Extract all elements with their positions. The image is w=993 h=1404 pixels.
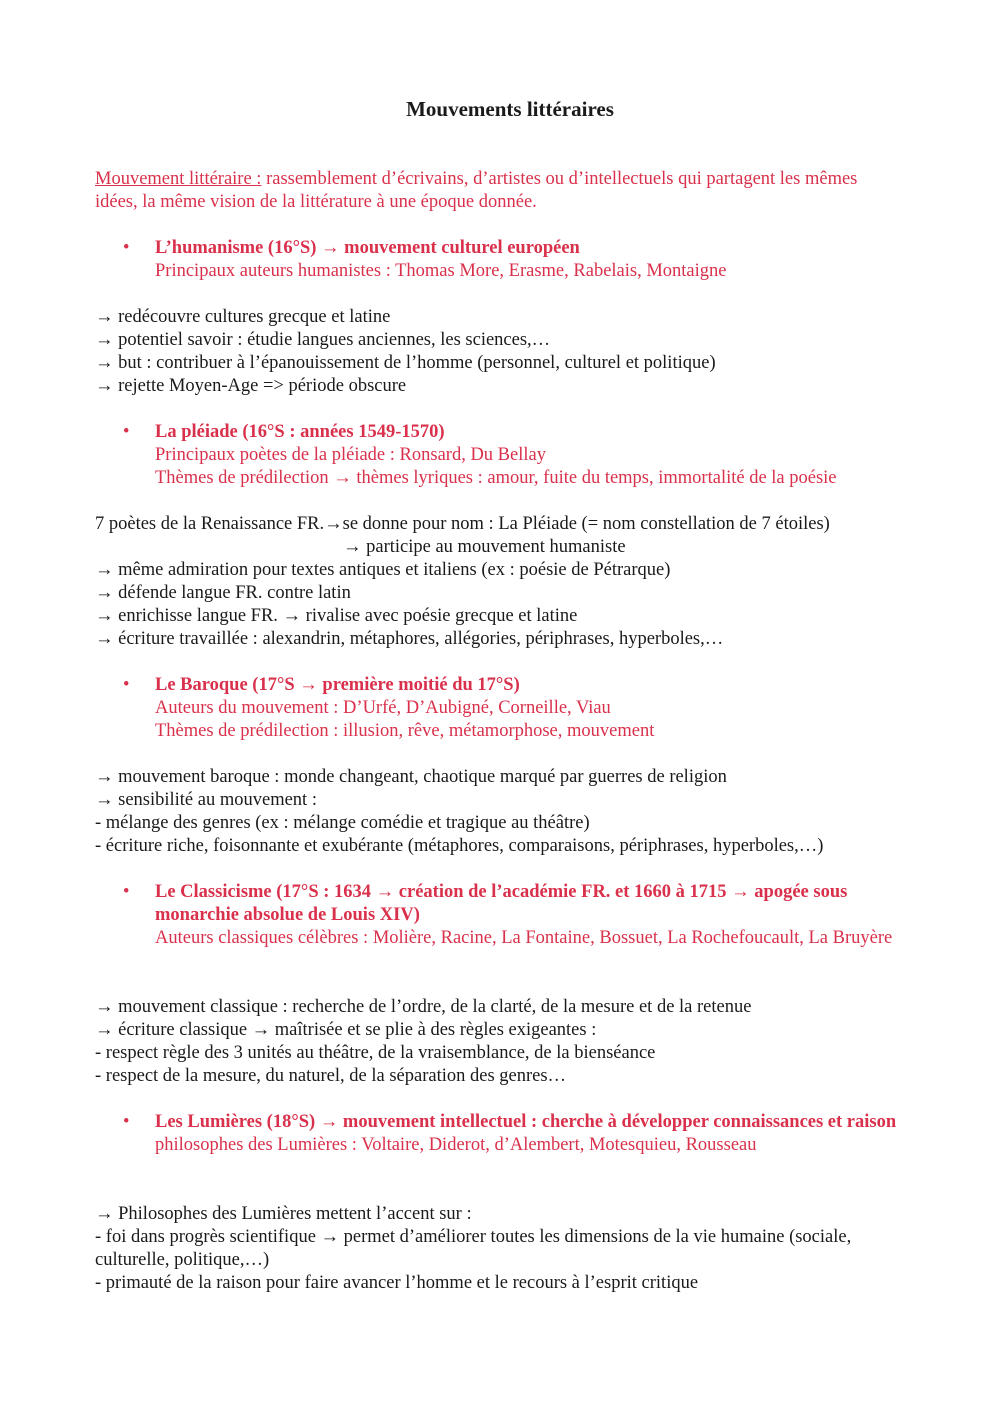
bullet-dot: • (123, 675, 130, 695)
section-title: Les Lumières (18°S) → mouvement intellectuel : cherche à développer connaissances et raison (155, 1112, 897, 1132)
section-body-pleiade (95, 513, 925, 651)
section-heading-humanisme (95, 237, 925, 283)
section-heading-lumieres (95, 1111, 925, 1157)
body-line: - écriture riche, foisonnante et exubérante (métaphores, comparaisons, périphrases, hyperboles,…) (95, 836, 824, 856)
body-line: → but : contribuer à l’épanouissement de l’homme (personnel, culturel et politique) (95, 353, 716, 373)
page-title: Mouvements littéraires (406, 97, 614, 121)
section-detail: Principaux auteurs humanistes : Thomas More, Erasme, Rabelais, Montaigne (155, 261, 727, 281)
body-line: → même admiration pour textes antiques et italiens (ex : poésie de Pétrarque) (95, 560, 671, 580)
section-title: Le Classicisme (17°S : 1634 → création de l’académie FR. et 1660 à 1715 → apogée sous monarchie absolue de Louis XIV) (155, 882, 848, 925)
section-title: Le Baroque (17°S → première moitié du 17°S) (155, 675, 520, 695)
body-line: → enrichisse langue FR. → rivalise avec poésie grecque et latine (95, 606, 578, 626)
section-detail: Thèmes de prédilection → thèmes lyriques : amour, fuite du temps, immortalité de la poésie (155, 468, 837, 488)
body-line: → défende langue FR. contre latin (95, 583, 351, 603)
section-detail: philosophes des Lumières : Voltaire, Diderot, d’Alembert, Motesquieu, Rousseau (155, 1135, 757, 1155)
bullet-dot: • (123, 1112, 130, 1132)
bullet-dot: • (123, 238, 130, 258)
body-line: → Philosophes des Lumières mettent l’accent sur : (95, 1204, 472, 1224)
body-line: - foi dans progrès scientifique → permet d’améliorer toutes les dimensions de la vie humaine (sociale, culturelle, politique,…) (95, 1227, 852, 1270)
section-body-humanisme (95, 306, 925, 398)
definition-text: rassemblement d’écrivains, d’artistes ou d’intellectuels qui partagent les mêmes idées, la même vision de la littérature à une époque donnée. (95, 169, 858, 212)
body-line: - respect règle des 3 unités au théâtre, de la vraisemblance, de la bienséance (95, 1043, 656, 1063)
bullet-dot: • (123, 422, 130, 442)
body-line: → participe au mouvement humaniste (343, 537, 626, 557)
section-body-baroque (95, 766, 925, 858)
section-heading-pleiade (95, 421, 925, 490)
section-title: La pléiade (16°S : années 1549-1570) (155, 422, 445, 442)
section-detail: Principaux poètes de la pléiade : Ronsard, Du Bellay (155, 445, 546, 465)
body-line: → potentiel savoir : étudie langues anciennes, les sciences,… (95, 330, 551, 350)
definition-paragraph (95, 168, 895, 214)
section-title: L’humanisme (16°S) → mouvement culturel européen (155, 238, 580, 258)
body-line: - mélange des genres (ex : mélange comédie et tragique au théâtre) (95, 813, 590, 833)
definition-label: Mouvement littéraire : (95, 169, 262, 189)
body-line: - respect de la mesure, du naturel, de la séparation des genres… (95, 1066, 567, 1086)
section-heading-classicisme (95, 881, 925, 950)
body-line: → sensibilité au mouvement : (95, 790, 317, 810)
section-body-lumieres (95, 1203, 855, 1295)
body-line: → écriture travaillée : alexandrin, métaphores, allégories, périphrases, hyperboles,… (95, 629, 724, 649)
body-line: → mouvement classique : recherche de l’ordre, de la clarté, de la mesure et de la retenue (95, 997, 752, 1017)
bullet-dot: • (123, 882, 130, 902)
section-detail: Thèmes de prédilection : illusion, rêve, métamorphose, mouvement (155, 721, 655, 741)
body-line: - primauté de la raison pour faire avancer l’homme et le recours à l’esprit critique (95, 1273, 699, 1293)
body-line: 7 poètes de la Renaissance FR.→se donne pour nom : La Pléiade (= nom constellation de 7 étoiles) (95, 514, 830, 534)
body-line: → écriture classique → maîtrisée et se plie à des règles exigeantes : (95, 1020, 597, 1040)
section-heading-baroque (95, 674, 925, 743)
body-line: → mouvement baroque : monde changeant, chaotique marqué par guerres de religion (95, 767, 727, 787)
section-detail: Auteurs du mouvement : D’Urfé, D’Aubigné, Corneille, Viau (155, 698, 611, 718)
section-body-classicisme (95, 996, 925, 1088)
body-line: → rejette Moyen-Age => période obscure (95, 376, 407, 396)
section-detail: Auteurs classiques célèbres : Molière, Racine, La Fontaine, Bossuet, La Rochefoucault, La Bruyère (155, 928, 893, 948)
body-line: → redécouvre cultures grecque et latine (95, 307, 391, 327)
